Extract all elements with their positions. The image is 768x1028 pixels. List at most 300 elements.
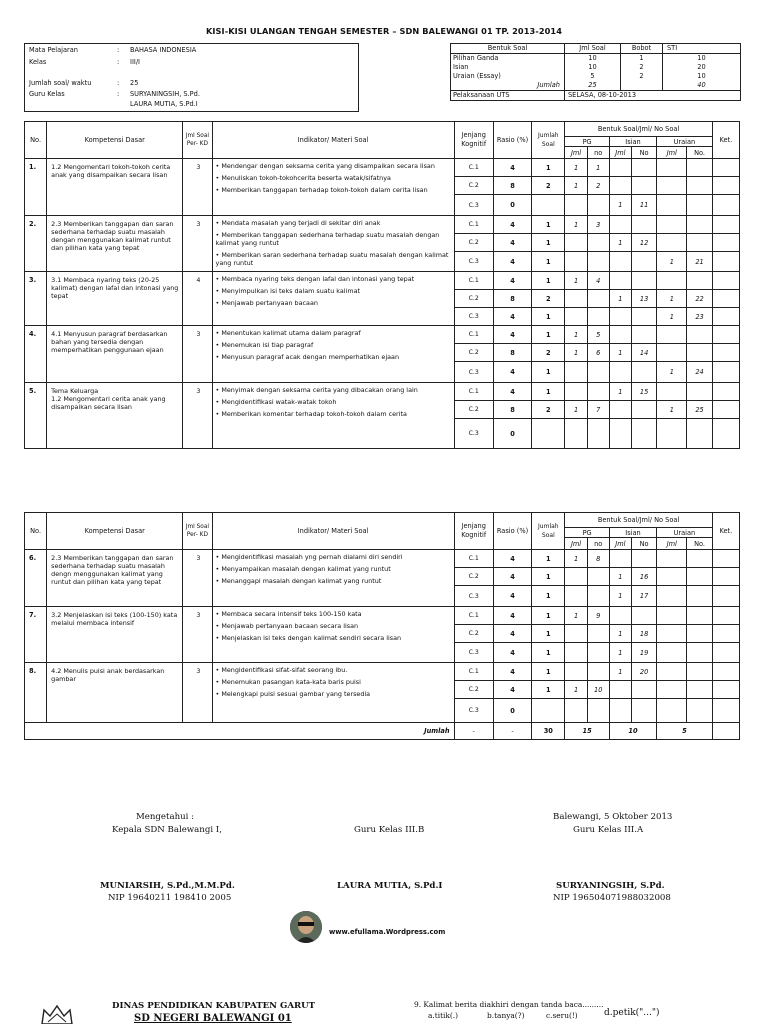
- info-row: [29, 79, 139, 87]
- cell: [657, 586, 687, 607]
- cell: [687, 643, 712, 663]
- kisi-kisi-table: [24, 512, 740, 740]
- indikator-text: Membaca secara intensif teks 100-150 kata: [221, 610, 362, 618]
- cell: 1: [532, 681, 565, 699]
- cell: [532, 195, 565, 216]
- cell: 13: [631, 290, 656, 308]
- cell: C.1: [454, 216, 493, 234]
- cell: [657, 177, 687, 195]
- header-indikator: Indikator/ Materi Soal: [212, 122, 454, 159]
- cell: 8: [493, 290, 531, 308]
- cell: [565, 663, 587, 681]
- ket-cell: [712, 586, 739, 607]
- bst-cell: 5: [565, 72, 621, 81]
- header-sub: Jml: [657, 147, 687, 159]
- cell: 1: [657, 308, 687, 326]
- sd-title: SD NEGERI BALEWANGI 01: [134, 1013, 292, 1024]
- bullet-icon: •: [215, 666, 222, 674]
- cell: [657, 195, 687, 216]
- indikator-text: Menyimpulkan isi teks dalam suatu kalimat: [221, 287, 361, 295]
- indikator-item: [216, 386, 452, 394]
- indikator-list: [212, 663, 454, 723]
- bst-header: Jml Soal: [565, 44, 621, 54]
- cell: 0: [493, 419, 531, 449]
- header-sub: no: [587, 538, 609, 550]
- cell: C.1: [454, 326, 493, 344]
- cell: [587, 699, 609, 723]
- indikator-list: [212, 326, 454, 383]
- page-title: KISI-KISI ULANGAN TENGAH SEMESTER – SDN BALEWANGI 01 TP. 2013-2014: [205, 26, 563, 36]
- cell: 19: [631, 643, 656, 663]
- bst-cell: [621, 81, 663, 91]
- cell: C.3: [454, 195, 493, 216]
- indikator-text: Membaca nyaring teks dengan lafal dan intonasi yang tepat: [221, 275, 415, 283]
- row-number: 8.: [25, 663, 47, 723]
- option-d: d.petik("..."): [604, 1008, 660, 1018]
- cell: C.2: [454, 568, 493, 586]
- bullet-icon: •: [215, 251, 222, 259]
- indikator-item: [216, 162, 452, 170]
- header-sub: Jml: [565, 147, 587, 159]
- info-value: SURYANINGSIH, S.Pd.: [130, 90, 200, 98]
- cell: [687, 550, 712, 568]
- cell: [587, 362, 609, 383]
- cell: [565, 234, 587, 252]
- cell: [631, 550, 656, 568]
- jumlah-row: [25, 723, 740, 740]
- cell: [657, 625, 687, 643]
- cell: 4: [493, 234, 531, 252]
- cell: 4: [493, 663, 531, 681]
- header-jml-per-kd: Jml Soal Per- KD: [183, 122, 212, 159]
- cell: [687, 419, 712, 449]
- info-value: BAHASA INDONESIA: [130, 46, 197, 54]
- indikator-text: Menentukan kalimat utama dalam paragraf: [221, 329, 361, 337]
- kompetensi-dasar: Tema Keluarga 1.2 Mengomentari cerita anak yang disampaikan secara lisan: [47, 383, 183, 449]
- jml-soal-per-kd: 3: [183, 383, 212, 449]
- cell: 1: [532, 216, 565, 234]
- info-colon: :: [117, 46, 120, 54]
- bst-cell: Pilihan Ganda: [451, 54, 565, 64]
- cell: 1: [609, 663, 631, 681]
- indikator-text: Memberikan saran sederhana terhadap suatu masalah dengan kalimat yang runtut: [215, 251, 449, 267]
- cell: C.3: [454, 643, 493, 663]
- ket-cell: [712, 308, 739, 326]
- kompetensi-dasar: 1.2 Mengomentari tokoh-tokoh cerita anak yang disampaikan secara lisan: [47, 159, 183, 216]
- indikator-text: Menjawab pertanyaan bacaan: [221, 299, 318, 307]
- cell: 4: [493, 586, 531, 607]
- bst-cell: 40: [663, 81, 741, 91]
- cell: [631, 216, 656, 234]
- cell: [609, 272, 631, 290]
- pelaksanaan-value: SELASA, 08-10-2013: [565, 91, 741, 101]
- indikator-item: [216, 287, 452, 295]
- cell: [657, 159, 687, 177]
- cell: 1: [532, 308, 565, 326]
- bst-cell: Jumlah: [451, 81, 565, 91]
- bullet-icon: •: [215, 634, 222, 642]
- cell: 1: [532, 252, 565, 272]
- info-label: Jumlah soal/ waktu: [29, 79, 92, 87]
- cell: 4: [493, 326, 531, 344]
- cell: [657, 681, 687, 699]
- cell: 7: [587, 401, 609, 419]
- person-icon: [290, 911, 322, 943]
- bullet-icon: •: [215, 353, 222, 361]
- cell: 2: [587, 177, 609, 195]
- kompetensi-dasar: 4.1 Menyusun paragraf berdasarkan bahan yang tersedia dengan memperhatikan penggunaan ejaan: [47, 326, 183, 383]
- guru-a-name: SURYANINGSIH, S.Pd.: [556, 881, 665, 891]
- indikator-item: [216, 622, 452, 630]
- cell: 4: [493, 643, 531, 663]
- indikator-text: Mengidentifikasi watak-watak tokoh: [221, 398, 337, 406]
- bst-cell: 2: [621, 72, 663, 81]
- table-row: [25, 326, 740, 344]
- ket-cell: [712, 681, 739, 699]
- indikator-text: Menemukan pasangan kata-kata baris puisi: [221, 678, 361, 686]
- cell: [587, 663, 609, 681]
- cell: 1: [532, 383, 565, 401]
- cell: 1: [565, 159, 587, 177]
- cell: 11: [631, 195, 656, 216]
- cell: [687, 177, 712, 195]
- cell: 24: [687, 362, 712, 383]
- header-kd: Kompetensi Dasar: [47, 513, 183, 550]
- cell: [609, 177, 631, 195]
- ket-cell: [712, 568, 739, 586]
- cell: C.1: [454, 607, 493, 625]
- cell: [657, 568, 687, 586]
- cell: 1: [657, 290, 687, 308]
- header-kd: Kompetensi Dasar: [47, 122, 183, 159]
- kompetensi-dasar: 3.1 Membaca nyaring teks (20-25 kalimat) dengan lafal dan intonasi yang tepat: [47, 272, 183, 326]
- cell: C.3: [454, 252, 493, 272]
- cell: [587, 383, 609, 401]
- cell: 4: [493, 625, 531, 643]
- guru-a-nip: NIP 196504071988032008: [553, 893, 671, 903]
- cell: 4: [493, 308, 531, 326]
- cell: [687, 607, 712, 625]
- jml-soal-per-kd: 3: [183, 159, 212, 216]
- cell: C.2: [454, 234, 493, 252]
- jml-soal-per-kd: 3: [183, 326, 212, 383]
- header-ket: Ket.: [712, 122, 739, 159]
- row-number: 2.: [25, 216, 47, 272]
- indikator-item: [216, 678, 452, 686]
- cell: [687, 234, 712, 252]
- cell: 1: [532, 625, 565, 643]
- indikator-text: Melengkapi puisi sesuai gambar yang tersedia: [221, 690, 371, 698]
- kompetensi-dasar: 3.2 Menjelaskan isi teks (100-150) kata melalui membaca intensif: [47, 607, 183, 663]
- header-indikator: Indikator/ Materi Soal: [212, 513, 454, 550]
- cell: 4: [493, 607, 531, 625]
- cell: 1: [609, 290, 631, 308]
- header-rasio: Rasio (%): [493, 122, 531, 159]
- header-jumlah: Jumlah Soal: [532, 513, 565, 550]
- bullet-icon: •: [215, 219, 222, 227]
- cell: [565, 290, 587, 308]
- cell: 1: [532, 550, 565, 568]
- ket-cell: [712, 723, 739, 740]
- cell: 1: [609, 586, 631, 607]
- cell: [609, 401, 631, 419]
- cell: 4: [493, 216, 531, 234]
- cell: C.2: [454, 625, 493, 643]
- cell: [609, 362, 631, 383]
- option-a: a.titik(.): [428, 1011, 459, 1020]
- mengetahui-label: Mengetahui :: [136, 812, 195, 822]
- table-row: [25, 272, 740, 290]
- cell: [657, 699, 687, 723]
- table-row: [25, 550, 740, 568]
- jml-soal-per-kd: 3: [183, 550, 212, 607]
- cell: [631, 607, 656, 625]
- cell: [657, 607, 687, 625]
- cell: 4: [493, 159, 531, 177]
- info-row: [29, 58, 141, 66]
- cell: 1: [609, 234, 631, 252]
- jumlah-label: Jumlah: [25, 723, 455, 740]
- cell: 4: [493, 362, 531, 383]
- cell: [687, 326, 712, 344]
- cell: 8: [493, 401, 531, 419]
- indikator-list: [212, 216, 454, 272]
- jumlah-soal: 30: [532, 723, 565, 740]
- cell: [687, 344, 712, 362]
- cell: [657, 326, 687, 344]
- table-row: [25, 607, 740, 625]
- indikator-item: [216, 634, 452, 642]
- cell: 1: [532, 568, 565, 586]
- indikator-text: Menemukan isi tiap paragraf: [221, 341, 314, 349]
- cell: 1: [532, 362, 565, 383]
- cell: [631, 272, 656, 290]
- row-number: 6.: [25, 550, 47, 607]
- ket-cell: [712, 643, 739, 663]
- cell: [587, 568, 609, 586]
- cell: 1: [565, 272, 587, 290]
- ket-cell: [712, 419, 739, 449]
- kisi-kisi-table: [24, 121, 740, 449]
- header-jenjang: Jenjang Kognitif: [454, 513, 493, 550]
- option-c: c.seru(!): [546, 1011, 578, 1020]
- cell: [609, 252, 631, 272]
- cell: 22: [687, 290, 712, 308]
- row-number: 1.: [25, 159, 47, 216]
- cell: [609, 681, 631, 699]
- bullet-icon: •: [215, 398, 222, 406]
- cell: [687, 681, 712, 699]
- bullet-icon: •: [215, 287, 222, 295]
- ket-cell: [712, 663, 739, 681]
- cell: [631, 159, 656, 177]
- cell: [609, 216, 631, 234]
- cell: [687, 568, 712, 586]
- bullet-icon: •: [215, 577, 222, 585]
- cell: 1: [532, 326, 565, 344]
- jml-soal-per-kd: 3: [183, 663, 212, 723]
- cell: [587, 308, 609, 326]
- indikator-text: Menyusun paragraf acak dengan memperhatikan ejaan: [221, 353, 400, 361]
- cell: 4: [493, 383, 531, 401]
- guru-b-name: LAURA MUTIA, S.Pd.I: [337, 881, 443, 891]
- guru-a-title: Guru Kelas III.A: [573, 825, 644, 835]
- jumlah-rasio: -: [493, 723, 531, 740]
- bullet-icon: •: [215, 174, 222, 182]
- cell: C.1: [454, 550, 493, 568]
- cell: [657, 344, 687, 362]
- info-label: Mata Pelajaran: [29, 46, 78, 54]
- indikator-item: [216, 341, 452, 349]
- header-no: No.: [25, 122, 47, 159]
- cell: 1: [609, 568, 631, 586]
- info-colon: :: [117, 79, 120, 87]
- place-date: Balewangi, 5 Oktober 2013: [553, 812, 673, 822]
- cell: 1: [565, 344, 587, 362]
- ket-cell: [712, 234, 739, 252]
- indikator-item: [216, 577, 452, 585]
- cell: [609, 699, 631, 723]
- indikator-list: [212, 383, 454, 449]
- header-ket: Ket.: [712, 513, 739, 550]
- bullet-icon: •: [215, 162, 222, 170]
- cell: [587, 586, 609, 607]
- bullet-icon: •: [215, 186, 222, 194]
- cell: 4: [493, 568, 531, 586]
- header-bentuk-soal: Bentuk Soal/Jml/ No Soal: [565, 122, 712, 137]
- bst-header: STI: [663, 44, 741, 54]
- info-box: [24, 43, 359, 112]
- cell: 1: [609, 383, 631, 401]
- indikator-list: [212, 272, 454, 326]
- header-jenjang: Jenjang Kognitif: [454, 122, 493, 159]
- cell: 2: [532, 177, 565, 195]
- cell: [657, 550, 687, 568]
- cell: 1: [532, 586, 565, 607]
- cell: [565, 362, 587, 383]
- cell: 4: [493, 252, 531, 272]
- cell: 1: [532, 663, 565, 681]
- cell: [565, 699, 587, 723]
- cell: 1: [565, 216, 587, 234]
- cell: [657, 419, 687, 449]
- indikator-text: Memberikan komentar terhadap tokoh-tokoh dalam cerita: [221, 410, 407, 418]
- cell: [631, 177, 656, 195]
- cell: C.2: [454, 344, 493, 362]
- header-isian: Isian: [609, 528, 656, 538]
- cell: [609, 550, 631, 568]
- cell: [587, 195, 609, 216]
- bst-cell: Uraian (Essay): [451, 72, 565, 81]
- indikator-list: [212, 550, 454, 607]
- indikator-list: [212, 159, 454, 216]
- cell: 12: [631, 234, 656, 252]
- cell: [687, 216, 712, 234]
- cell: 10: [587, 681, 609, 699]
- info-row: [29, 46, 197, 54]
- row-number: 4.: [25, 326, 47, 383]
- cell: [609, 419, 631, 449]
- cell: 1: [657, 252, 687, 272]
- indikator-item: [216, 398, 452, 406]
- question-9: 9. Kalimat berita diakhiri dengan tanda baca.........: [414, 1000, 604, 1009]
- cell: C.1: [454, 383, 493, 401]
- cell: 1: [532, 234, 565, 252]
- row-number: 7.: [25, 607, 47, 663]
- indikator-item: [216, 410, 452, 418]
- row-number: 3.: [25, 272, 47, 326]
- header-sub: Jml: [657, 538, 687, 550]
- cell: 18: [631, 625, 656, 643]
- header-no: No.: [25, 513, 47, 550]
- indikator-list: [212, 607, 454, 663]
- header-sub: No.: [687, 538, 712, 550]
- header-sub: Jml: [609, 147, 631, 159]
- cell: 4: [493, 681, 531, 699]
- cell: 1: [565, 326, 587, 344]
- info-row: [29, 90, 200, 98]
- indikator-text: Menyampaikan masalah dengan kalimat yang runtut: [221, 565, 391, 573]
- cell: [687, 699, 712, 723]
- cell: [587, 419, 609, 449]
- cell: [687, 663, 712, 681]
- ket-cell: [712, 290, 739, 308]
- cell: 1: [565, 550, 587, 568]
- cell: C.3: [454, 586, 493, 607]
- cell: [687, 159, 712, 177]
- cell: C.3: [454, 419, 493, 449]
- cell: 0: [493, 699, 531, 723]
- cell: [609, 607, 631, 625]
- cell: 2: [532, 344, 565, 362]
- cell: 1: [565, 177, 587, 195]
- jumlah-pg: 15: [565, 723, 609, 740]
- jml-soal-per-kd: 3: [183, 607, 212, 663]
- cell: C.1: [454, 663, 493, 681]
- header-uraian: Uraian: [657, 137, 712, 147]
- kepsek-name: MUNIARSIH, S.Pd.,M.M.Pd.: [100, 881, 235, 891]
- ket-cell: [712, 699, 739, 723]
- ket-cell: [712, 159, 739, 177]
- cell: 8: [493, 344, 531, 362]
- cell: 15: [631, 383, 656, 401]
- header-jml-per-kd: Jml Soal Per- KD: [183, 513, 212, 550]
- cell: [631, 326, 656, 344]
- jumlah-uraian: 5: [657, 723, 712, 740]
- ket-cell: [712, 195, 739, 216]
- info-value: 25: [130, 79, 139, 87]
- cell: 20: [631, 663, 656, 681]
- cell: [565, 308, 587, 326]
- bullet-icon: •: [215, 622, 222, 630]
- dinas-title: DINAS PENDIDIKAN KABUPATEN GARUT: [112, 1001, 316, 1011]
- indikator-item: [216, 565, 452, 573]
- ket-cell: [712, 216, 739, 234]
- info-label: Kelas: [29, 58, 47, 66]
- cell: C.3: [454, 362, 493, 383]
- bst-cell: 1: [621, 54, 663, 64]
- bst-cell: 10: [565, 63, 621, 72]
- bst-cell: 10: [565, 54, 621, 64]
- cell: [609, 159, 631, 177]
- cell: 4: [587, 272, 609, 290]
- cell: C.2: [454, 290, 493, 308]
- cell: [687, 625, 712, 643]
- bullet-icon: •: [215, 329, 222, 337]
- info-colon: :: [117, 58, 120, 66]
- indikator-text: Menyimak dengan seksama cerita yang dibacakan orang lain: [221, 386, 418, 394]
- ket-cell: [712, 252, 739, 272]
